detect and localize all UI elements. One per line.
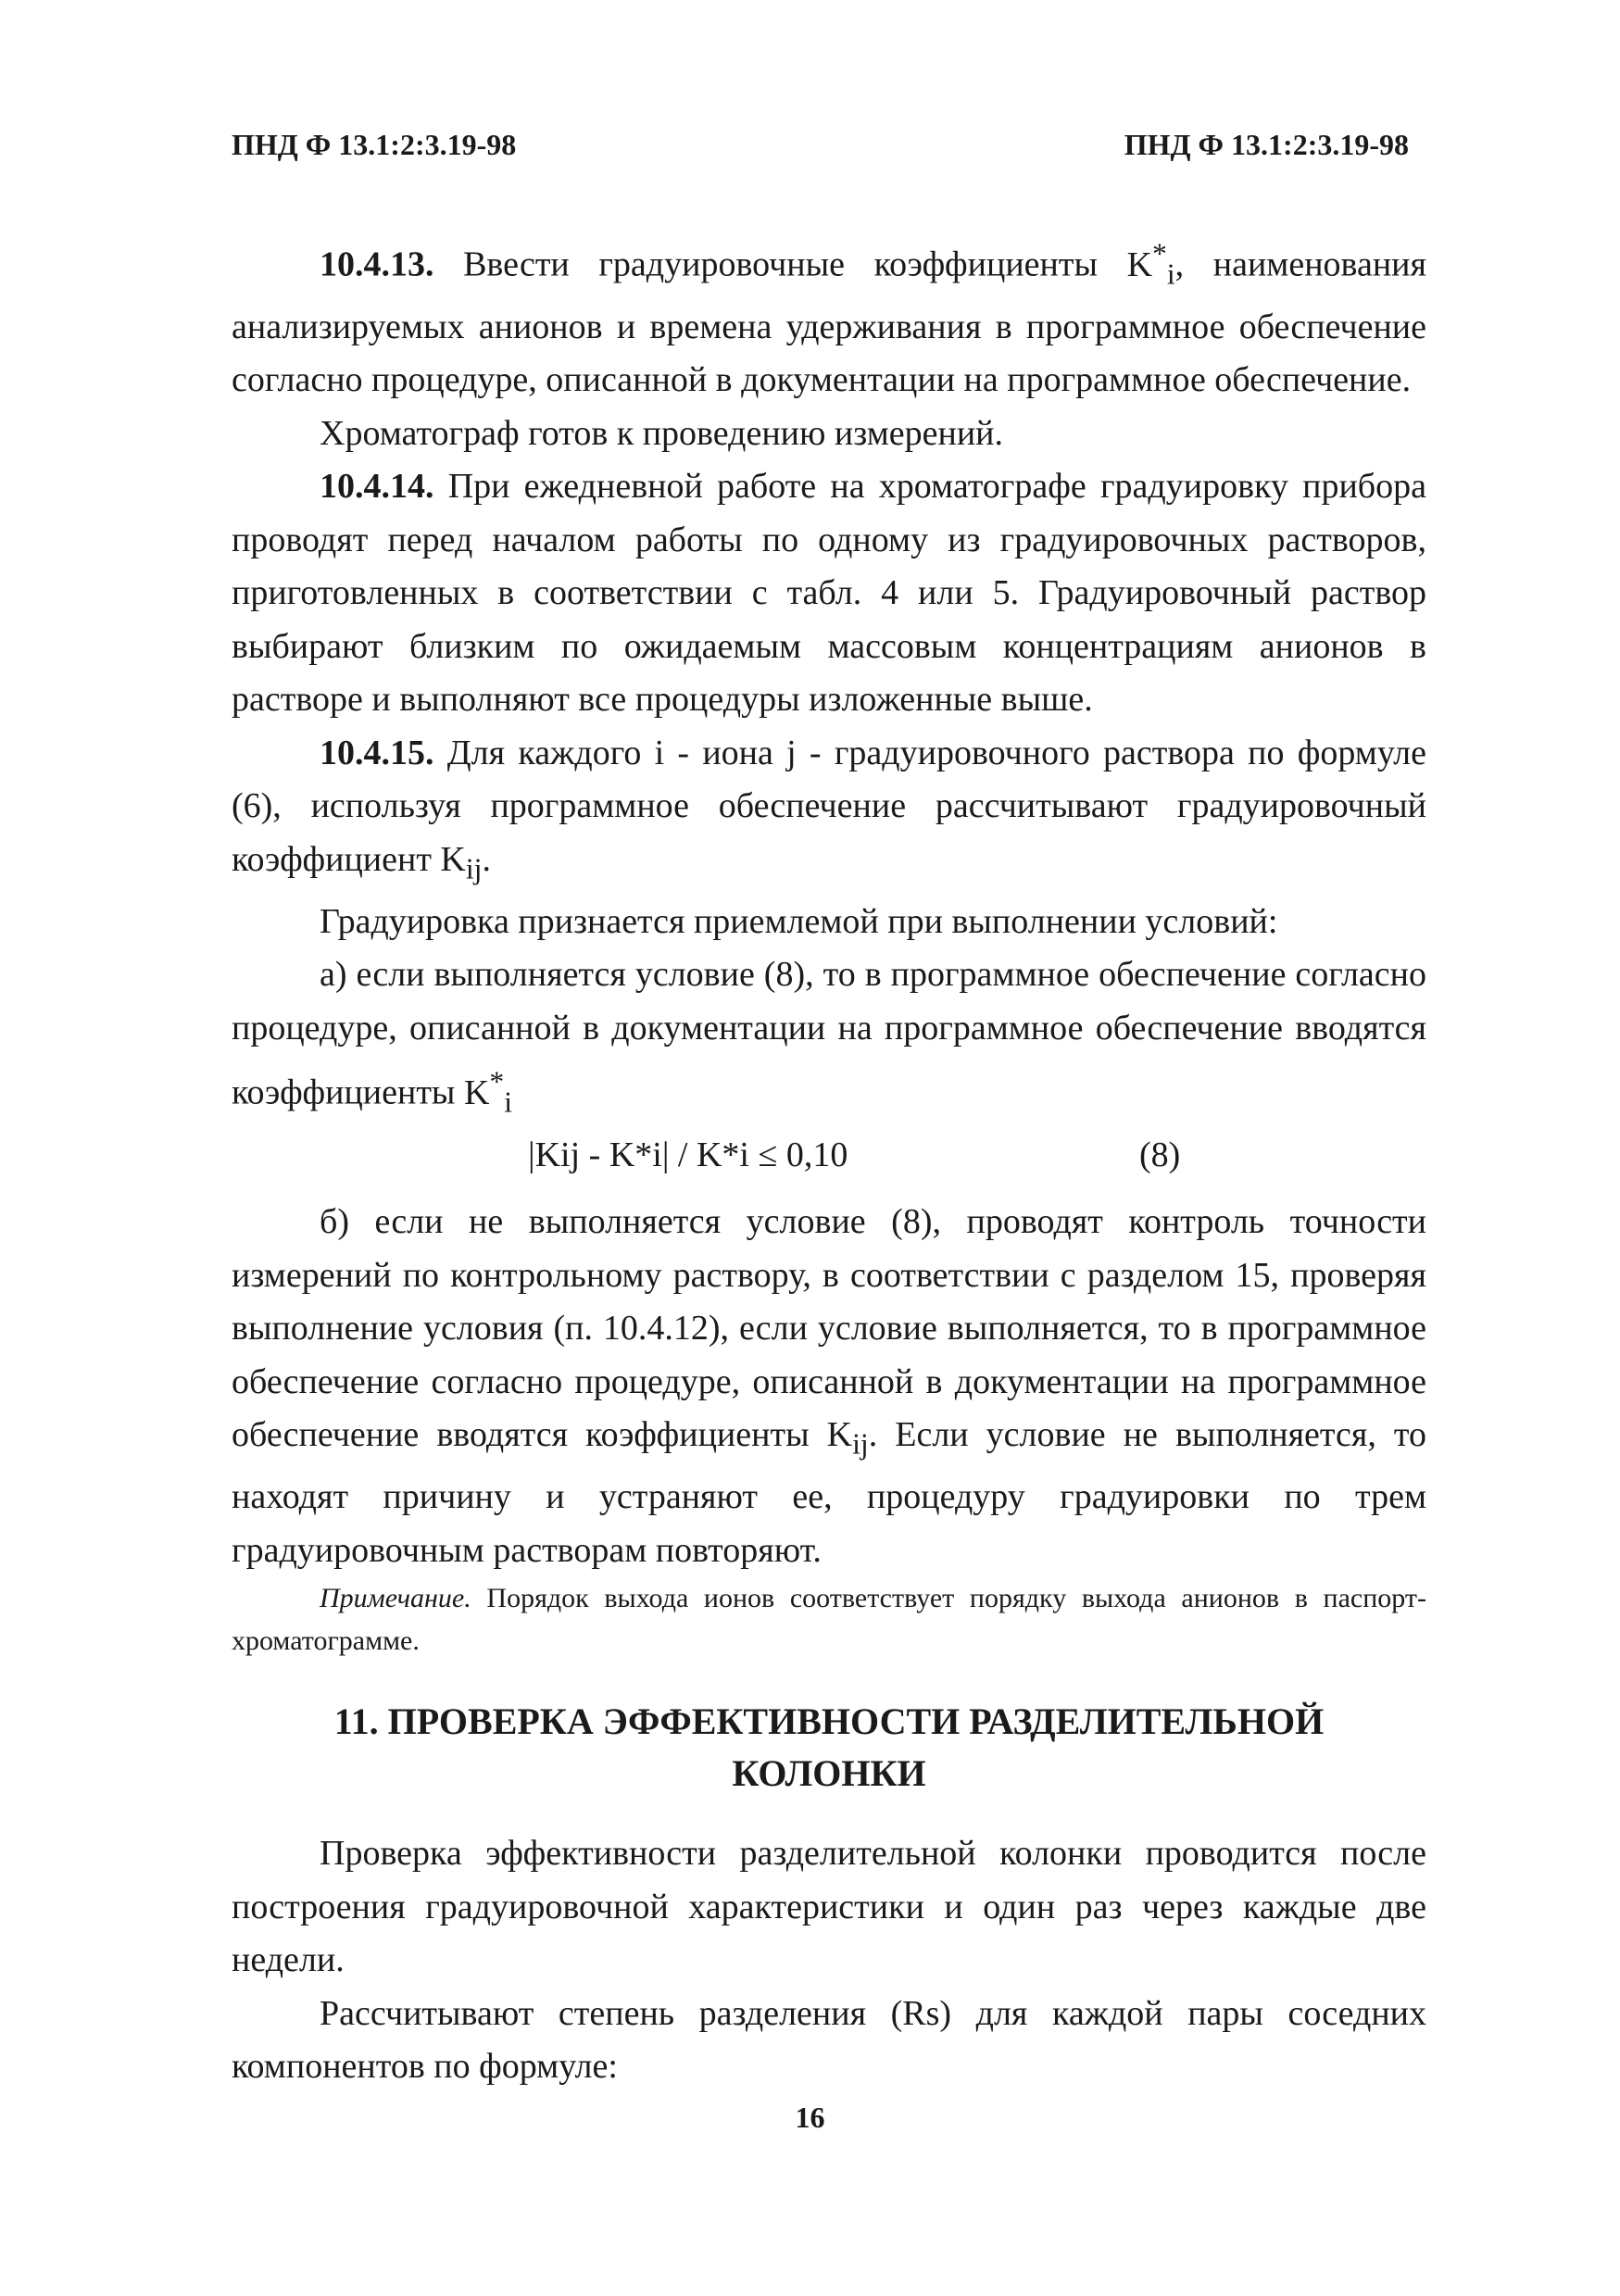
coefficient-symbol: $K_{ij}$ [440,839,483,885]
paragraph-ready: Хроматограф готов к проведению измерений. [320,413,1003,453]
formula-expression: |Kij - K*i| / K*i ≤ 0,10 [528,1135,848,1175]
header-doc-code-left: ПНД Ф 13.1:2:3.19-98 [232,128,517,161]
page-body [232,227,1426,2094]
paragraph-resolution: Рассчитывают степень разделения (Rs) для каждой пары соседних компонентов по формуле: [232,1993,1426,2087]
paragraph-10-4-13: 10.4.13. Ввести градуировочные коэффициенты $K^*_i$, наименования анализируемых анионов и времена удерживания в программное обеспечение согласно процедуре, описанной в документации на программное обеспечение. [232,237,1426,400]
clause-number: 10.4.14. [320,467,434,507]
coefficient-symbol: $K^*_i$ [1126,237,1175,291]
clause-number: 10.4.15. [320,733,434,772]
coefficient-symbol: $K_{ij}$ [826,1415,869,1461]
note: Примечание. Порядок выхода ионов соответствует порядку выхода анионов в паспорт-хроматограмме. [232,1583,1426,1657]
page-number: 16 [795,2101,825,2134]
paragraph-condition-a: а) если выполняется условие (8), то в программное обеспечение согласно процедуре, описанной в документации на программное обеспечение вводятся коэффициенты $K^*_i$ [232,955,1426,1119]
note-label: Примечание. [320,1583,471,1614]
section-title: 11. ПРОВЕРКА ЭФФЕКТИВНОСТИ РАЗДЕЛИТЕЛЬНОЙ КОЛОНКИ [333,1700,1325,1795]
paragraph-10-4-14: 10.4.14. При ежедневной работе на хроматографе градуировку прибора проводят перед началом работы по одному из градуировочных растворов, приготовленных в соответствии с табл. 4 или 5. Градуировочный раствор выбирают близким по ожидаемым массовым концентрациям анионов в растворе и выполняют все процедуры изложенные выше. [232,467,1426,720]
coefficient-symbol: $K^*_i$ [463,1065,513,1119]
header-doc-code-right: ПНД Ф 13.1:2:3.19-98 [1124,128,1409,161]
clause-number: 10.4.13. [320,245,434,284]
paragraph-column-check: Проверка эффективности разделительной колонки проводится после построения градуировочной характеристики и один раз через каждые две недели. [232,1834,1426,1980]
formula-8 [232,1129,1426,1196]
paragraph-10-4-15: 10.4.15. Для каждого i - иона j - градуировочного раствора по формуле (6), используя программное обеспечение рассчитывают градуировочный коэффициент $K_{ij}$. [232,733,1426,885]
paragraph-acceptance: Градуировка признается приемлемой при выполнении условий: [320,901,1278,941]
paragraph-condition-b: б) если не выполняется условие (8), проводят контроль точности измерений по контрольному раствору, в соответствии с разделом 15, проверяя выполнение условия (п. 10.4.12), если условие выполняется, то в программное обеспечение согласно процедуре, описанной в документации на программное обеспечение вводятся коэффициенты $K_{ij}$. Если условие не выполняется, то находят причину и устраняют ее, процедуру градуировки по трем градуировочным растворам повторяют. [232,1202,1426,1570]
formula-number: (8) [1139,1135,1181,1175]
